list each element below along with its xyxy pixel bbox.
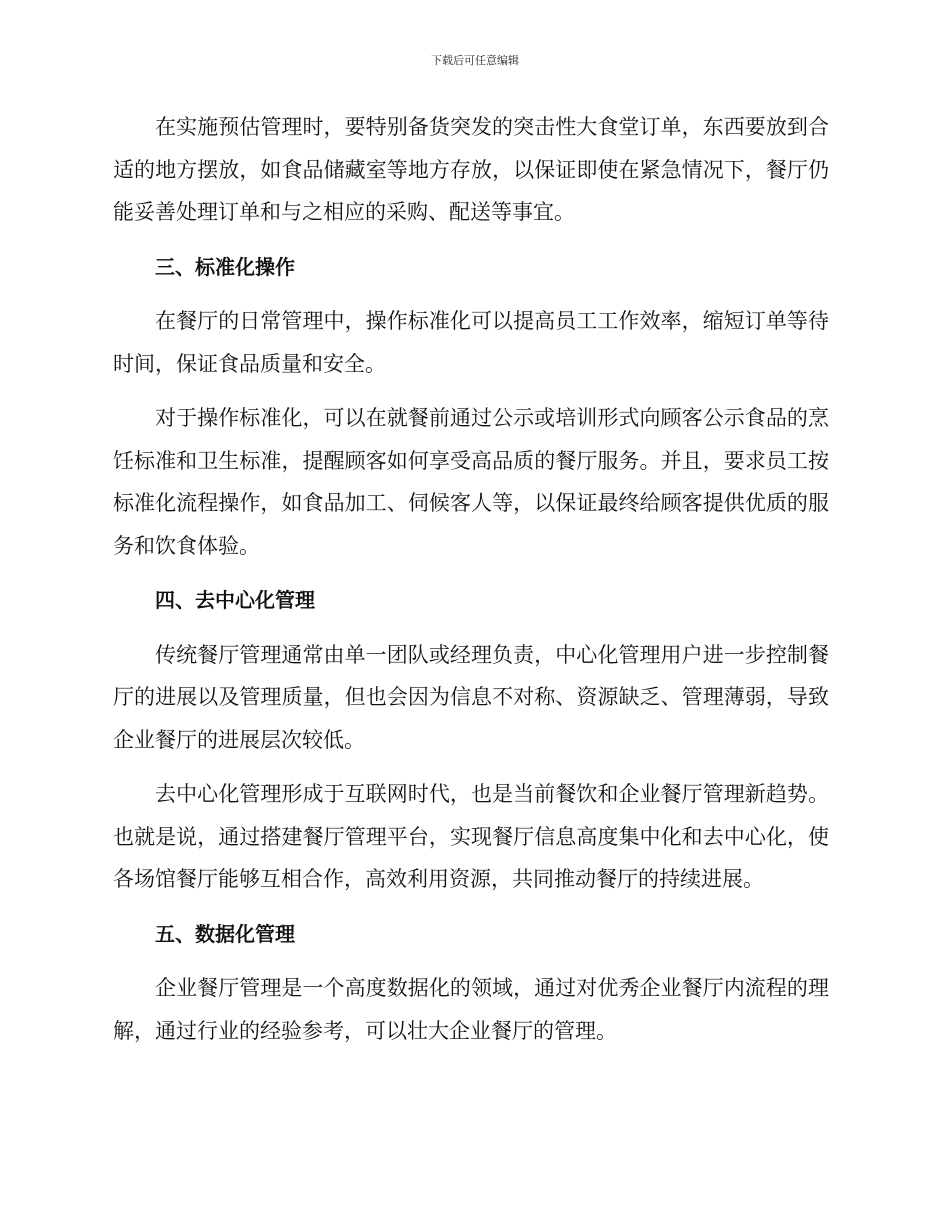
section-heading-decentralization: 四、去中心化管理: [155, 588, 315, 612]
document-body: [113, 106, 829, 1064]
paragraph-traditional-management: 传统餐厅管理通常由单一团队或经理负责，中心化管理用户进一步控制餐厅的进展以及管理质量，但也会因为信息不对称、资源缺乏、管理薄弱，导致企业餐厅的进展层次较低。: [113, 642, 829, 752]
paragraph-standardization-intro: 在餐厅的日常管理中，操作标准化可以提高员工工作效率，缩短订单等待时间，保证食品质量和安全。: [113, 309, 829, 376]
section-heading-data-management: 五、数据化管理: [155, 921, 295, 946]
paragraph-decentralization-detail: 去中心化管理形成于互联网时代，也是当前餐饮和企业餐厅管理新趋势。也就是说，通过搭建餐厅管理平台，实现餐厅信息高度集中化和去中心化，使各场馆餐厅能够互相合作，高效利用资源，共同推动餐厅的持续进展。: [113, 782, 829, 891]
paragraph-standardization-detail: 对于操作标准化，可以在就餐前通过公示或培训形式向顾客公示食品的烹饪标准和卫生标准，提醒顾客如何享受高品质的餐厅服务。并且，要求员工按标准化流程操作，如食品加工、伺候客人等，以保证最终给顾客提供优质的服务和饮食体验。: [113, 406, 829, 558]
paragraph-inventory-preparation: 在实施预估管理时，要特别备货突发的突击性大食堂订单，东西要放到合适的地方摆放，如食品储藏室等地方存放，以保证即使在紧急情况下，餐厅仍能妥善处理订单和与之相应的采购、配送等事宜。: [113, 115, 829, 224]
page-header: 下载后可任意编辑: [431, 54, 519, 67]
section-heading-standardization: 三、标准化操作: [155, 254, 295, 279]
paragraph-data-management: 企业餐厅管理是一个高度数据化的领域，通过对优秀企业餐厅内流程的理解，通过行业的经验参考，可以壮大企业餐厅的管理。: [113, 976, 829, 1043]
